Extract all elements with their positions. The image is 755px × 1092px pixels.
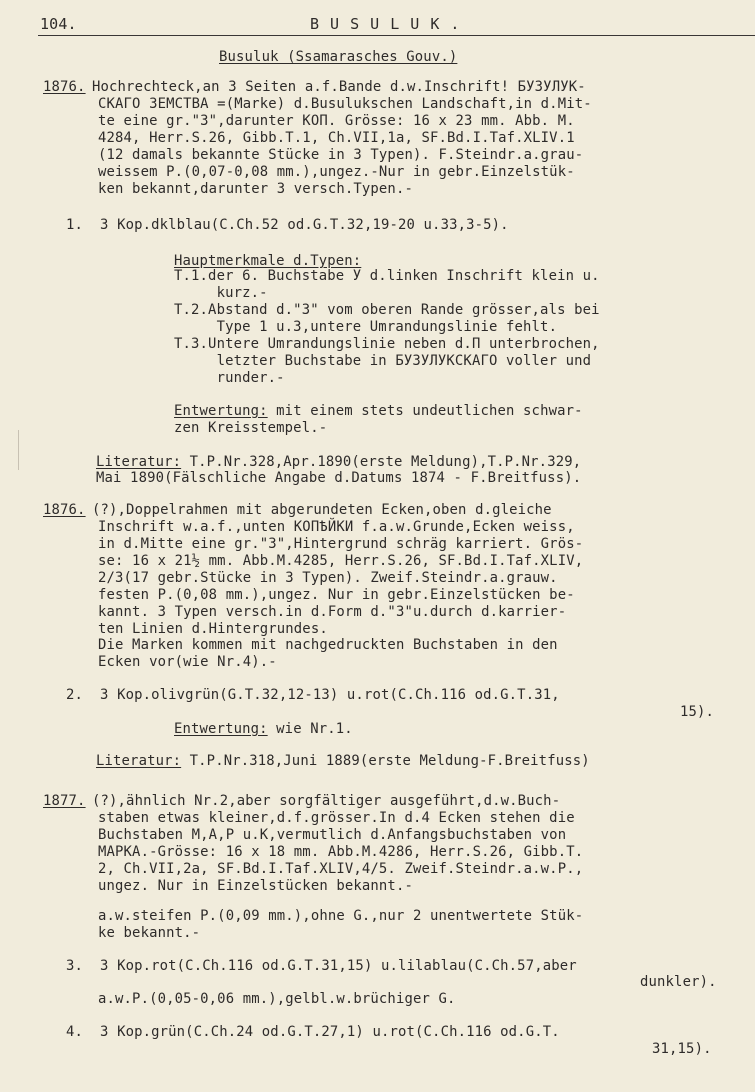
entwertung-cont: zen Kreisstempel.- [174,420,328,436]
running-title: B U S U L U K . [310,15,461,33]
paper-note-cont: ke bekannt.- [98,925,201,941]
entry-year: 1877. [43,793,86,809]
entry-text-line: 2, Ch.VII,2a, SF.Bd.I.Taf.XLIV,4/5. Zweif.Steindr.a.w.P., [98,861,584,877]
stamp-line: 3. 3 Kop.rot(C.Ch.116 od.G.T.31,15) u.lilablau(C.Ch.57,aber [66,958,577,974]
entry-text-line: Inschrift w.a.f.,unten КОПѢЙКИ f.a.w.Grunde,Ecken weiss, [98,519,575,535]
entry-text-line: in d.Mitte eine gr."3",Hintergrund schräg karriert. Grös- [98,536,584,552]
stamp-paper-note: a.w.P.(0,05-0,06 mm.),gelbl.w.brüchiger G. [98,991,456,1007]
entry-text-line: MAPKA.-Grösse: 16 x 18 mm. Abb.M.4286, Herr.S.26, Gibb.T. [98,844,584,860]
type-line: kurz.- [174,285,268,301]
literatur-text: T.P.Nr.328,Apr.1890(erste Meldung),T.P.Nr.329, [181,454,582,470]
stamp-line: 2. 3 Kop.olivgrün(G.T.32,12-13) u.rot(C.Ch.116 od.G.T.31, [66,687,560,703]
entry-text-line: ungez. Nur in Einzelstücken bekannt.- [98,878,413,894]
entwertung-label: Entwertung: [174,721,268,737]
entry-text-line: Hochrechteck,an 3 Seiten a.f.Bande d.w.Inschrift! БУЗУЛУК- [92,79,586,95]
entwertung-line [174,403,583,420]
entwertung-text: wie Nr.1. [267,721,353,737]
entry-text-line: Ecken vor(wie Nr.4).- [98,654,277,670]
entry-text-line: СКАГО ЗЕМСТВА =(Marke) d.Busulukschen Landschaft,in d.Mit- [98,96,592,112]
haupt-label: Hauptmerkmale d.Typen: [174,253,362,269]
type-line: T.3.Untere Umrandungslinie neben d.П unterbrochen, [174,336,600,352]
paper-note: a.w.steifen P.(0,09 mm.),ohne G.,nur 2 unentwertete Stük- [98,908,584,924]
entry-year: 1876. [43,502,86,518]
entry-text-line: Die Marken kommen mit nachgedruckten Buchstaben in den [98,637,558,653]
type-line: letzter Buchstabe in БУЗУЛУКСКАГО voller und [174,353,592,369]
entry-text-line: 4284, Herr.S.26, Gibb.T.1, Ch.VII,1a, SF.Bd.I.Taf.XLIV.1 [98,130,575,146]
literatur-label: Literatur: [96,753,182,769]
literatur-label: Literatur: [96,454,182,470]
type-line: Type 1 u.3,untere Umrandungslinie fehlt. [174,319,558,335]
entry-text-line: Buchstaben M,A,P u.K,vermutlich d.Anfangsbuchstaben von [98,827,567,843]
margin-mark [18,430,19,470]
literatur-line [96,454,581,471]
entry-text-line: se: 16 x 21½ mm. Abb.M.4285, Herr.S.26, SF.Bd.I.Taf.XLIV, [98,553,584,569]
entry-text-line: staben etwas kleiner,d.f.grösser.In d.4 Ecken stehen die [98,810,575,826]
entry-text-line: (?),ähnlich Nr.2,aber sorgfältiger ausgeführt,d.w.Buch- [92,793,561,809]
stamp-cont: 15). [680,704,715,720]
entry-text-line: (12 damals bekannte Stücke in 3 Typen). F.Steindr.a.grau- [98,147,584,163]
literatur-text: T.P.Nr.318,Juni 1889(erste Meldung-F.Breitfuss) [181,753,590,769]
stamp-cont: 31,15). [652,1041,712,1057]
entry-year: 1876. [43,79,86,95]
type-line: T.1.der 6. Buchstabe У d.linken Inschrift klein u. [174,268,600,284]
entry-text-line: 2/3(17 gebr.Stücke in 3 Typen). Zweif.Steindr.a.grauw. [98,570,558,586]
entry-text-line: kannt. 3 Typen versch.in d.Form d."3"u.durch d.karrier- [98,604,567,620]
entry-text-line: festen P.(0,08 mm.),ungez. Nur in gebr.Einzelstücken be- [98,587,575,603]
entry-text-line: (?),Doppelrahmen mit abgerundeten Ecken,oben d.gleiche [92,502,552,518]
literatur-line [96,753,590,770]
stamp-line: 1. 3 Kop.dklblau(C.Ch.52 od.G.T.32,19-20 u.33,3-5). [66,217,509,233]
page-number: 104. [40,15,77,33]
entwertung-line [174,721,353,738]
section-title: Busuluk (Ssamarasches Gouv.) [219,49,458,65]
header-rule [38,35,755,36]
entwertung-text: mit einem stets undeutlichen schwar- [267,403,583,419]
entry-text-line: ten Linien d.Hintergrundes. [98,621,328,637]
entry-text-line: weissem P.(0,07-0,08 mm.),ungez.-Nur in gebr.Einzelstük- [98,164,575,180]
type-line: T.2.Abstand d."3" vom oberen Rande grösser,als bei [174,302,600,318]
entry-text-line: ken bekannt,darunter 3 versch.Typen.- [98,181,413,197]
stamp-cont: dunkler). [640,974,717,990]
type-line: runder.- [174,370,285,386]
entry-text-line: te eine gr."3",darunter КОП. Grösse: 16 x 23 mm. Abb. M. [98,113,575,129]
stamp-line: 4. 3 Kop.grün(C.Ch.24 od.G.T.27,1) u.rot(C.Ch.116 od.G.T. [66,1024,560,1040]
literatur-cont: Mai 1890(Fälschliche Angabe d.Datums 1874 - F.Breitfuss). [96,470,582,486]
entwertung-label: Entwertung: [174,403,268,419]
